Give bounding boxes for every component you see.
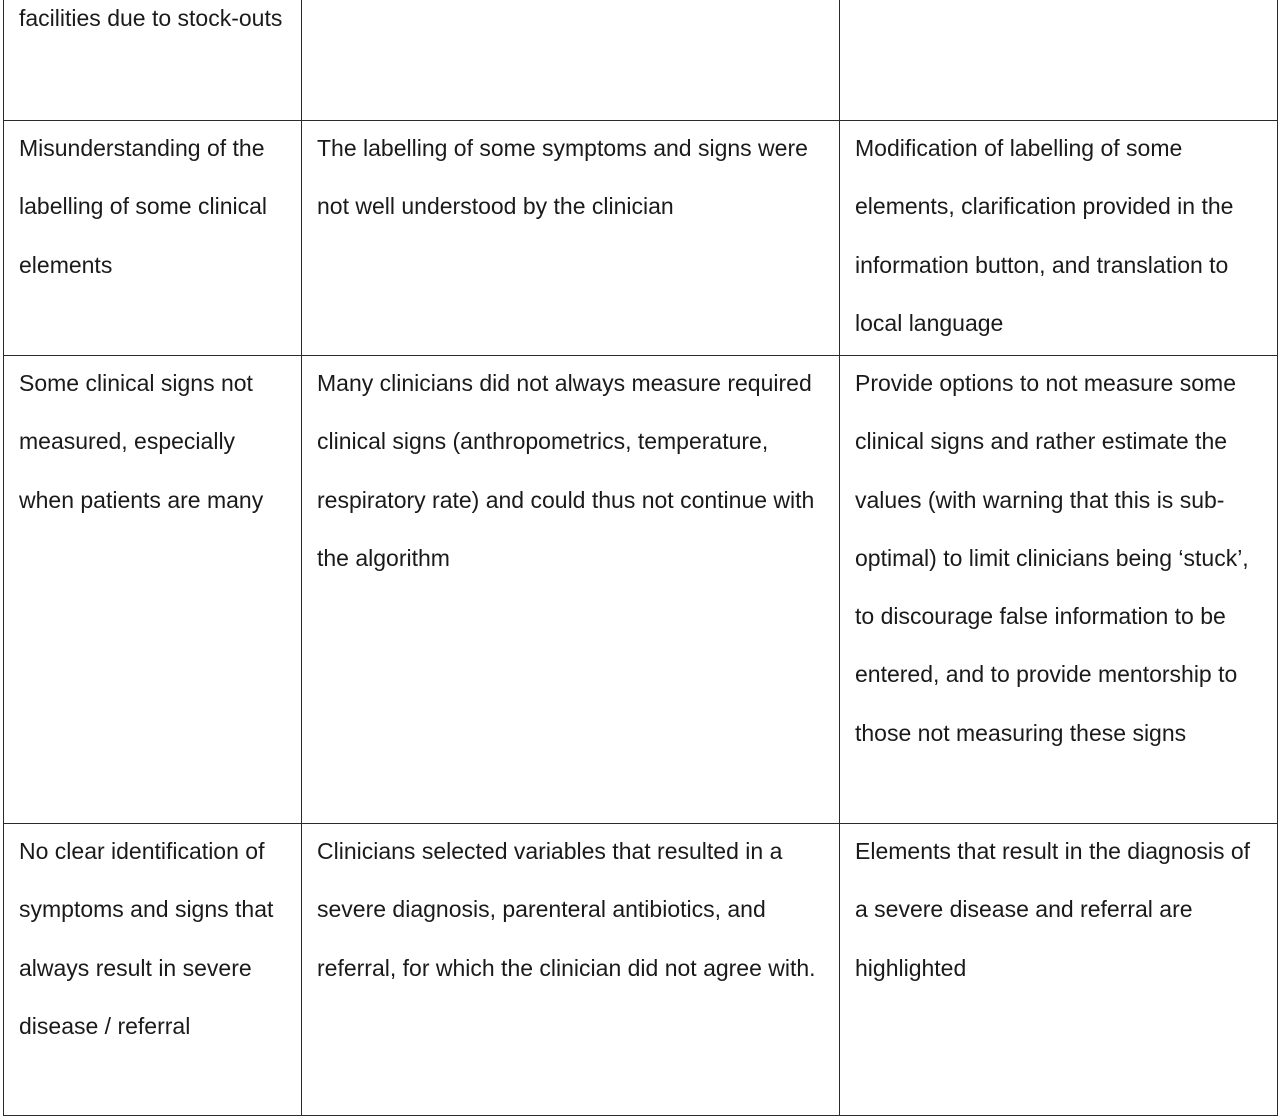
table-row xyxy=(4,121,1278,356)
table-row xyxy=(4,824,1278,1116)
cell-text: facilities due to stock-outs xyxy=(19,5,283,31)
cell-text: Many clinicians did not always measure required clinical signs (anthropometrics, temperature, respiratory rate) and could thus not continue with the algorithm xyxy=(317,370,815,571)
table-cell xyxy=(4,356,302,824)
table-row xyxy=(4,356,1278,824)
cell-text: The labelling of some symptoms and signs were not well understood by the clinician xyxy=(317,135,808,220)
table-cell xyxy=(302,824,840,1116)
cell-text: Elements that result in the diagnosis of a severe disease and referral are highlighted xyxy=(855,838,1251,981)
cell-text: Misunderstanding of the labelling of some clinical elements xyxy=(19,135,268,278)
table-cell xyxy=(840,0,1278,121)
table-cell xyxy=(4,121,302,356)
table-cell xyxy=(4,0,302,121)
cell-text: Provide options to not measure some clinical signs and rather estimate the values (with warning that this is sub-optimal) to limit clinicians being ‘stuck’, to discourage false information to be entered, and to provide mentorship to those not measuring these signs xyxy=(855,370,1249,746)
table-cell xyxy=(4,824,302,1116)
table-cell xyxy=(302,121,840,356)
table-cell xyxy=(302,0,840,121)
table-row xyxy=(4,0,1278,121)
findings-table xyxy=(3,0,1278,1116)
cell-text: Some clinical signs not measured, especially when patients are many xyxy=(19,370,264,513)
table-cell xyxy=(302,356,840,824)
cell-text: Modification of labelling of some elements, clarification provided in the information button, and translation to local language xyxy=(855,135,1234,336)
table-cell xyxy=(840,824,1278,1116)
cell-text: No clear identification of symptoms and signs that always result in severe disease / referral xyxy=(19,838,274,1039)
cell-text: Clinicians selected variables that resulted in a severe diagnosis, parenteral antibiotics, and referral, for which the clinician did not agree with. xyxy=(317,838,816,981)
table-cell xyxy=(840,356,1278,824)
table-cell xyxy=(840,121,1278,356)
